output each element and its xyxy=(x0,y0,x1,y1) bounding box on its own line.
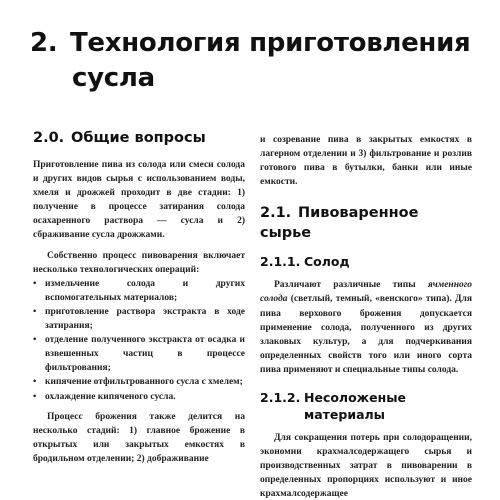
subsection-heading-2-1-2 xyxy=(260,389,472,423)
bullet-icon: • xyxy=(33,306,37,317)
bullet-icon: • xyxy=(33,377,37,388)
paragraph-gap xyxy=(260,189,472,203)
list-item: • приготовление раствора экстракта в ходе затирания; xyxy=(33,306,245,332)
subsection-number: 2.1.1. xyxy=(260,254,301,270)
paragraph-intro: Приготовление пива из солода или смеси солода и других видов сырья с использованием воды, хмеля и дрожжей проходит в две стадии: 1) получение в процессе затирания солода осахаренного раствора — сусла и 2) сбраживание сусла дрожжами. xyxy=(33,160,245,241)
subsection-title-line-1: Несоложеные xyxy=(304,390,407,406)
subsection-heading-2-1-1 xyxy=(260,253,472,270)
section-heading-2-0 xyxy=(33,128,245,148)
subsection-title: Солод xyxy=(304,254,350,270)
chapter-title-line-1: Технология приготовления xyxy=(70,28,471,58)
chapter-number: 2. xyxy=(30,28,58,58)
section-title: Общие вопросы xyxy=(71,130,206,146)
right-column xyxy=(260,133,472,500)
section-number: 2.1. xyxy=(260,205,292,222)
left-column xyxy=(33,128,245,466)
list-item: • отделение полученного экстракта от осадка и взвешенных частиц в процессе фильтрования; xyxy=(33,335,245,374)
paragraph-continuation: и созревание пива в закрытых емкостях в лагерном отделении и 3) фильтрование и розлив готового пива в бутылки, банки или иные емкости. xyxy=(260,135,472,188)
section-heading-2-1 xyxy=(260,203,472,243)
section-title: Пивоваренное сырье xyxy=(260,205,419,242)
paragraph-malt-types: Различают различные типы ячменного солода (светлый, темный, «венского» типа). Для пива верхового брожения допускается применение солода, полученного из других злаковых культур, а для подчеркивания определенных свойств того или иного сорта пива применяют и специальные типы солода. xyxy=(260,280,472,375)
bullet-icon: • xyxy=(33,335,37,346)
paragraph-unmalted: Для сокращения потерь при солодоращении, экономии крахмалсодержащего сырья и производственных затрат в пивоварении в определенных пропорциях используют и иное крахмалсодержащее xyxy=(260,433,472,500)
paragraph-fermentation: Процесс брожения также делится на несколько стадий: 1) главное брожение в открытых или закрытых емкостях в бродильном отделении; 2) дображивание xyxy=(33,411,245,464)
operations-list xyxy=(33,277,245,404)
list-item: • кипячение отфильтрованного сусла с хмелем; xyxy=(33,375,245,389)
paragraph-operations: Собственно процесс пивоварения включает несколько технологических операций: xyxy=(33,250,245,275)
chapter-title xyxy=(30,26,480,96)
bullet-icon: • xyxy=(33,278,37,289)
subsection-title-line-2: материалы xyxy=(304,407,385,423)
italic-term: ячменного солода xyxy=(260,280,472,305)
list-item: • измельчение солода и других вспомогательных материалов; xyxy=(33,278,245,303)
subsection-number: 2.1.2. xyxy=(260,390,301,406)
list-item: • охлаждение кипяченого сусла. xyxy=(33,390,245,404)
bullet-icon: • xyxy=(33,391,37,402)
paragraph-gap xyxy=(260,377,472,389)
chapter-title-line-2: сусла xyxy=(72,63,155,93)
section-number: 2.0. xyxy=(33,130,65,146)
